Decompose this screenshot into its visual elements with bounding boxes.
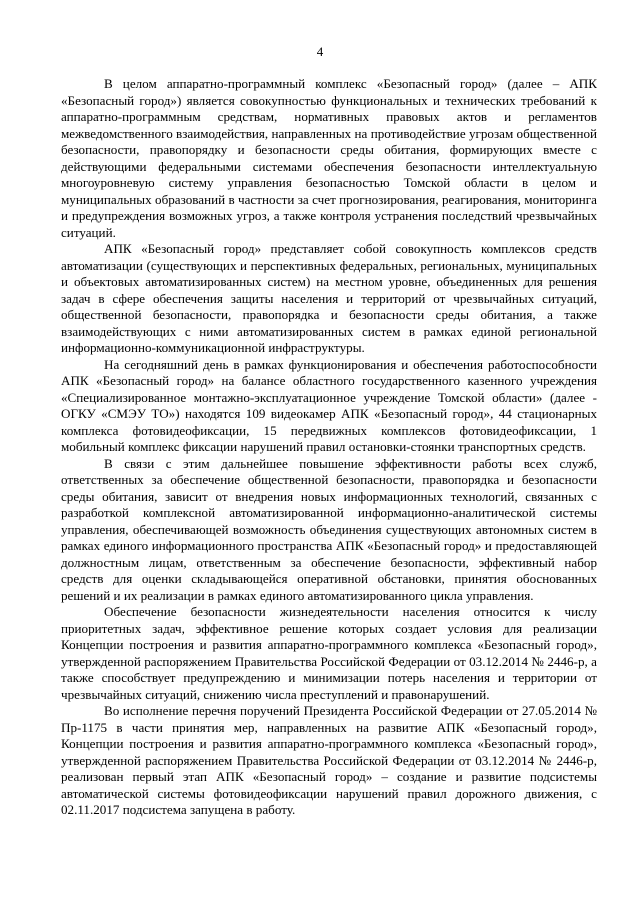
paragraph-safety-priority: Обеспечение безопасности жизнедеятельности населения относится к числу приоритетных задач, эффективное решение которых создает условия для реализации Концепции построения и развития аппаратно-программного комплекса «Безопасный город», утвержденной распоряжением Правительства Российской Федерации от 03.12.2014 № 2446-р, а также способствует предупреждению и минимизации потерь населения и территории от чрезвычайных ситуаций, снижению числа преступлений и правонарушений. [61,604,597,702]
document-body [61,76,597,819]
page-number: 4 [316,44,324,59]
paragraph-current-status: На сегодняшний день в рамках функционирования и обеспечения работоспособности АПК «Безопасный город» на балансе областного государственного казенного учреждения «Специализированное монтажно-эксплуатационное учреждение Томской области» (далее - ОГКУ «СМЭУ ТО») находятся 109 видеокамер АПК «Безопасный город», 44 стационарных комплекса фотовидеофиксации, 15 передвижных комплексов фотовидеофиксации, 1 мобильный комплекс фиксации нарушений правил остановки-стоянки транспортных средств. [61,356,597,454]
paragraph-apk-composition: АПК «Безопасный город» представляет собой совокупность комплексов средств автоматизации (существующих и перспективных федеральных, региональных, муниципальных и объектовых автоматизированных систем) на местном уровне, объединенных для решения задач в сфере обеспечения защиты населения и территорий от чрезвычайных ситуаций, общественной безопасности, правопорядка и безопасности среды обитания, а также взаимодействующих с ними автоматизированных систем в рамках единой региональной информационно-коммуникационной инфраструктуры. [61,241,597,355]
paragraph-presidential-order: Во исполнение перечня поручений Президента Российской Федерации от 27.05.2014 № Пр-1175 в части принятия мер, направленных на развитие АПК «Безопасный город», Концепции построения и развития аппаратно-программного комплекса «Безопасный город», утвержденной распоряжением Правительства Российской Федерации от 03.12.2014 № 2446-р, реализован первый этап АПК «Безопасный город» – создание и развитие подсистемы автоматической системы фотовидеофиксации нарушений правил дорожного движения, с 02.11.2017 подсистема запущена в работу. [61,703,597,817]
paragraph-efficiency: В связи с этим дальнейшее повышение эффективности работы всех служб, ответственных за обеспечение общественной безопасности, правопорядка и безопасности среды обитания, зависит от внедрения новых информационных технологий, связанных с разработкой комплексной автоматизированной информационно-аналитической системы управления, обеспечивающей возможность объединения существующих автономных систем в рамках единого информационного пространства АПК «Безопасный город» и предоставляющей должностным лицам, ответственным за обеспечение безопасности, эффективный набор средств для оценки складывающейся оперативной обстановки, принятия обоснованных решений и их реализации в рамках единого автоматизированного цикла управления. [61,455,597,603]
paragraph-apk-definition: В целом аппаратно-программный комплекс «Безопасный город» (далее – АПК «Безопасный город») является совокупностью функциональных и технических требований к аппаратно-программным средствам, нормативных правовых актов и регламентов межведомственного взаимодействия, направленных на противодействие угрозам общественной безопасности, правопорядку и безопасности среды обитания, формирующих вместе с действующими федеральными системами обеспечения безопасности интеллектуальную многоуровневую систему управления безопасностью Томской области в целом и муниципальных образований в частности за счет прогнозирования, реагирования, мониторинга и предупреждения возможных угроз, а также контроля устранения последствий чрезвычайных ситуаций. [61,76,597,240]
